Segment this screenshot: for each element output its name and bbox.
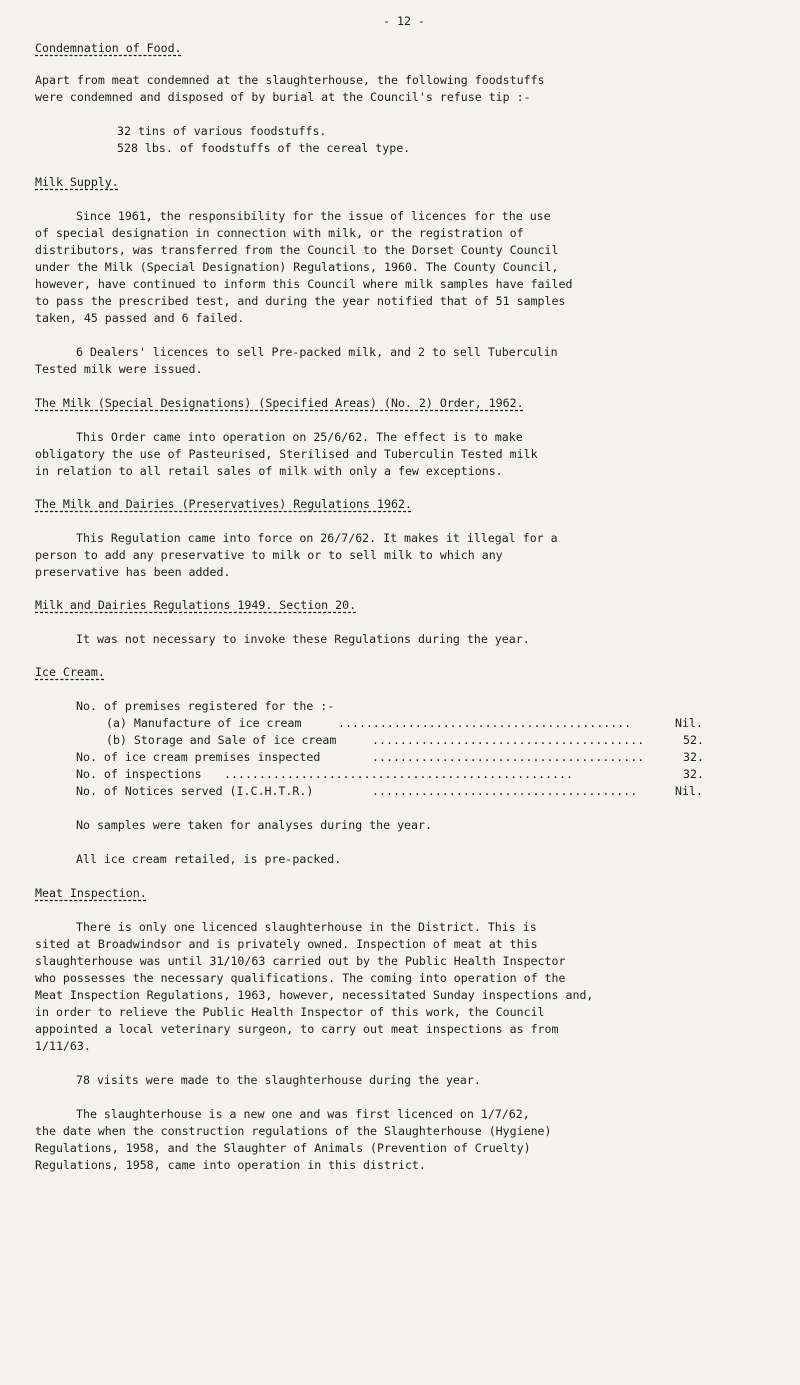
dealers-licences-line: 6 Dealers' licences to sell Pre-packed milk, and 2 to sell Tuberculin	[76, 345, 558, 359]
ice-cream-row-value: 32.	[683, 767, 704, 781]
condemned-item-2: 528 lbs. of foodstuffs of the cereal type.	[117, 141, 411, 155]
slaughterhouse-text-line: Regulations, 1958, came into operation in this district.	[35, 1158, 426, 1172]
section-20-text: It was not necessary to invoke these Regulations during the year.	[76, 632, 530, 646]
heading-meat-inspection: Meat Inspection.	[35, 886, 147, 900]
slaughterhouse-text-line: The slaughterhouse is a new one and was first licenced on 1/7/62,	[76, 1107, 530, 1121]
order-text-line: obligatory the use of Pasteurised, Sterilised and Tuberculin Tested milk	[35, 447, 538, 461]
ice-cream-row-label: (b) Storage and Sale of ice cream	[106, 733, 337, 747]
dealers-licences-line: Tested milk were issued.	[35, 362, 203, 376]
ice-cream-row-value: Nil.	[675, 784, 703, 798]
milk-supply-line: however, have continued to inform this Council where milk samples have failed	[35, 277, 573, 291]
ice-cream-row-label: No. of premises registered for the :-	[76, 699, 335, 713]
ice-cream-row-value: 52.	[683, 733, 704, 747]
milk-supply-line: taken, 45 passed and 6 failed.	[35, 311, 245, 325]
slaughterhouse-visits-text: 78 visits were made to the slaughterhouse during the year.	[76, 1073, 481, 1087]
ice-cream-row-label: (a) Manufacture of ice cream	[106, 716, 302, 730]
order-text-line: This Order came into operation on 25/6/62. The effect is to make	[76, 430, 523, 444]
heading-milk-supply: Milk Supply.	[35, 175, 119, 189]
slaughterhouse-text-line: Regulations, 1958, and the Slaughter of Animals (Prevention of Cruelty)	[35, 1141, 531, 1155]
preservatives-text-line: This Regulation came into force on 26/7/62. It makes it illegal for a	[76, 531, 558, 545]
meat-text-line: Meat Inspection Regulations, 1963, however, necessitated Sunday inspections and,	[35, 988, 594, 1002]
ice-cream-row-label: No. of inspections	[76, 767, 202, 781]
ice-cream-prepacked-text: All ice cream retailed, is pre-packed.	[76, 852, 342, 866]
dot-leader: ..................................................	[224, 767, 574, 781]
milk-supply-line: Since 1961, the responsibility for the issue of licences for the use	[76, 209, 551, 223]
meat-text-line: slaughterhouse was until 31/10/63 carried out by the Public Health Inspector	[35, 954, 566, 968]
condemned-item-1: 32 tins of various foodstuffs.	[117, 124, 327, 138]
order-text-line: in relation to all retail sales of milk with only a few exceptions.	[35, 464, 503, 478]
preservatives-text-line: preservative has been added.	[35, 565, 231, 579]
dot-leader: ..........................................	[338, 716, 632, 730]
heading-condemnation: Condemnation of Food.	[35, 41, 182, 55]
ice-cream-row-label: No. of Notices served (I.C.H.T.R.)	[76, 784, 314, 798]
milk-supply-line: distributors, was transferred from the Council to the Dorset County Council	[35, 243, 559, 257]
condemnation-text-line-1: Apart from meat condemned at the slaughterhouse, the following foodstuffs	[35, 73, 545, 87]
milk-supply-line: to pass the prescribed test, and during the year notified that of 51 samples	[35, 294, 566, 308]
dot-leader: .......................................	[372, 733, 645, 747]
ice-cream-row-value: Nil.	[675, 716, 703, 730]
ice-cream-row-value: 32.	[683, 750, 704, 764]
slaughterhouse-text-line: the date when the construction regulations of the Slaughterhouse (Hygiene)	[35, 1124, 552, 1138]
dot-leader: .......................................	[372, 750, 645, 764]
page-number: - 12 -	[383, 14, 425, 28]
milk-supply-line: of special designation in connection with milk, or the registration of	[35, 226, 524, 240]
heading-ice-cream: Ice Cream.	[35, 665, 105, 679]
condemnation-text-line-2: were condemned and disposed of by burial at the Council's refuse tip :-	[35, 90, 531, 104]
heading-section-20: Milk and Dairies Regulations 1949. Section 20.	[35, 598, 357, 612]
dot-leader: ......................................	[372, 784, 638, 798]
ice-cream-samples-text: No samples were taken for analyses during the year.	[76, 818, 432, 832]
meat-text-line: There is only one licenced slaughterhouse in the District. This is	[76, 920, 537, 934]
heading-preservatives-regulations: The Milk and Dairies (Preservatives) Regulations 1962.	[35, 497, 412, 511]
meat-text-line: appointed a local veterinary surgeon, to carry out meat inspections as from	[35, 1022, 559, 1036]
ice-cream-row-label: No. of ice cream premises inspected	[76, 750, 321, 764]
meat-text-line: sited at Broadwindsor and is privately owned. Inspection of meat at this	[35, 937, 538, 951]
milk-supply-line: under the Milk (Special Designation) Regulations, 1960. The County Council,	[35, 260, 559, 274]
heading-specified-areas-order: The Milk (Special Designations) (Specified Areas) (No. 2) Order, 1962.	[35, 396, 524, 410]
meat-text-line: in order to relieve the Public Health Inspector of this work, the Council	[35, 1005, 545, 1019]
meat-text-line: 1/11/63.	[35, 1039, 91, 1053]
meat-text-line: who possesses the necessary qualifications. The coming into operation of the	[35, 971, 566, 985]
preservatives-text-line: person to add any preservative to milk or to sell milk to which any	[35, 548, 503, 562]
